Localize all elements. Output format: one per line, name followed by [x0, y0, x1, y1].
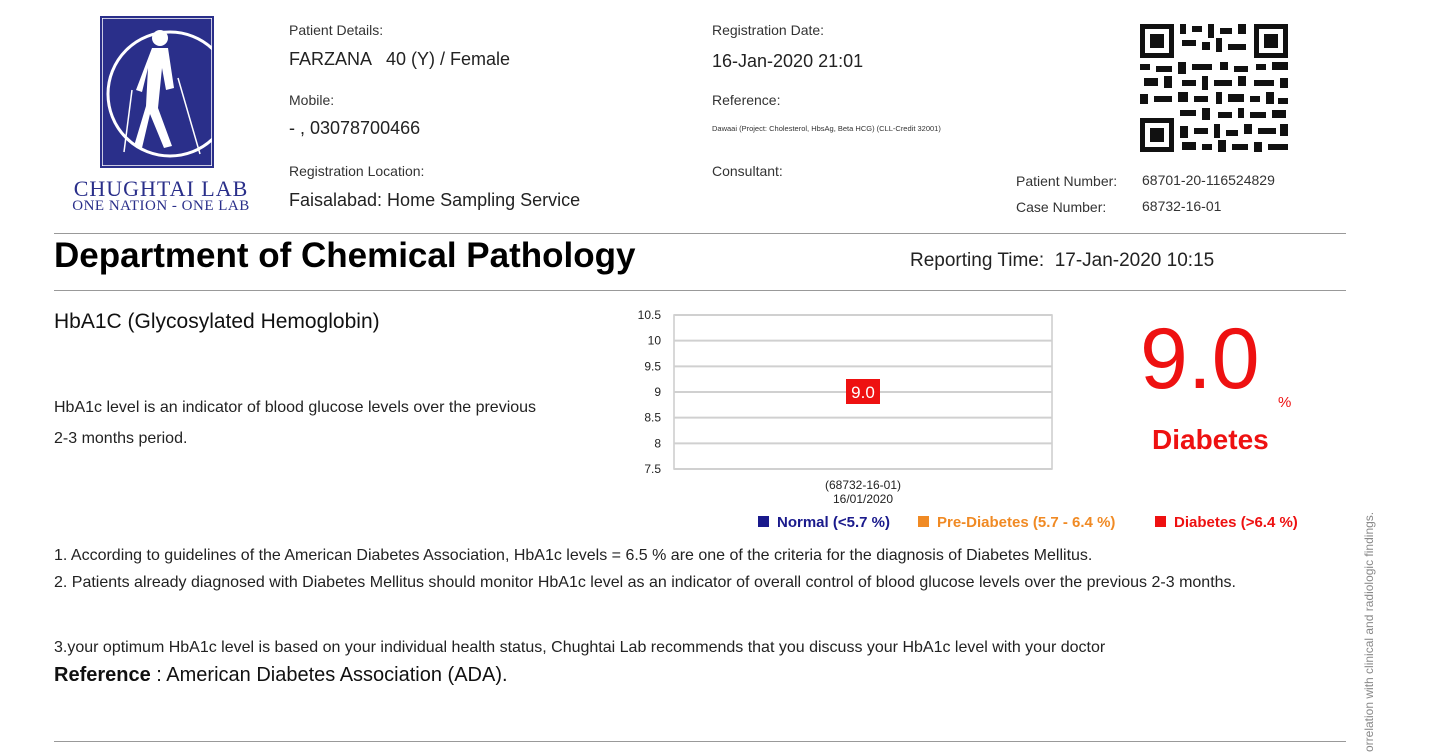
patient-details-value: FARZANA 40 (Y) / Female	[289, 49, 511, 69]
legend-prediabetes-swatch	[918, 516, 929, 527]
case-number-value: 68732-16-01	[1142, 198, 1222, 214]
result-status: Diabetes	[1152, 424, 1269, 455]
logo-tagline: ONE NATION - ONE LAB	[72, 198, 250, 214]
case-number-label: Case Number:	[1016, 199, 1107, 215]
legend-diabetes-swatch	[1155, 516, 1166, 527]
logo-name: CHUGHTAI LAB	[73, 176, 249, 201]
reporting-time	[910, 250, 1214, 272]
chart-x-tick-label-line1: (68732-16-01)	[824, 478, 902, 492]
result-unit: %	[1278, 394, 1292, 411]
chart-y-tick-label: 9	[654, 385, 661, 399]
chart-y-tick-label: 8	[654, 436, 661, 451]
reporting-time-label: Reporting Time:	[910, 250, 1045, 271]
legend-normal-label: Normal (<5.7 %)	[777, 514, 890, 531]
chart-y-tick-label: 10	[647, 333, 661, 348]
walking-man-logo-icon	[102, 18, 212, 166]
department-title: Department of Chemical Pathology	[54, 236, 636, 275]
reference-line-value: American Diabetes Association (ADA).	[166, 664, 508, 686]
legend-diabetes-label: Diabetes (>6.4 %)	[1174, 514, 1298, 531]
note-1: 1. According to guidelines of the American Diabetes Association, HbA1c levels = 6.5 % are one of the criteria for the diagnosis of Diabetes Mellitus.	[54, 547, 1093, 564]
hba1c-chart	[610, 300, 1070, 512]
patient-number-value: 68701-20-116524829	[1142, 172, 1275, 188]
reference-line	[54, 664, 508, 687]
test-description: HbA1c level is an indicator of blood glucose levels over the previous 2-3 months period.	[54, 399, 537, 447]
side-disclaimer: orrelation with clinical and radiologic findings.	[1362, 511, 1376, 752]
test-title: HbA1C (Glycosylated Hemoglobin)	[54, 310, 380, 333]
legend-prediabetes	[918, 514, 1115, 531]
chart-y-tick-label: 8.5	[644, 410, 661, 425]
chart-x-tick-label-line2: 16/01/2020	[832, 492, 894, 506]
registration-date-label: Registration Date:	[712, 22, 825, 38]
reference-line-separator: :	[150, 664, 167, 686]
note-3: 3.your optimum HbA1c level is based on your individual health status, Chughtai Lab recommends that you discuss your HbA1c level with your doctor	[54, 639, 1106, 656]
result-value: 9.0	[1140, 311, 1260, 407]
qr-code-icon	[1138, 22, 1290, 154]
reference-line-label: Reference	[54, 664, 151, 686]
reporting-time-value: 17-Jan-2020 10:15	[1054, 250, 1215, 271]
consultant-label: Consultant:	[712, 163, 783, 179]
patient-details-label: Patient Details:	[289, 22, 384, 38]
legend-normal-swatch	[758, 516, 769, 527]
footer-divider	[54, 741, 1346, 742]
note-2: 2. Patients already diagnosed with Diabetes Mellitus should monitor HbA1c level as an indicator of overall control of blood glucose levels over the previous 2-3 months.	[54, 574, 1236, 591]
header-divider	[54, 233, 1346, 234]
reference-value: Dawaai (Project: Cholesterol, HbsAg, Beta HCG) (CLL-Credit 32001)	[712, 124, 941, 133]
registration-location-value: Faisalabad: Home Sampling Service	[289, 190, 581, 210]
legend-prediabetes-label: Pre-Diabetes (5.7 - 6.4 %)	[937, 514, 1116, 531]
section-divider	[54, 290, 1346, 291]
registration-date-value: 16-Jan-2020 21:01	[712, 51, 864, 71]
chart-y-tick-label: 9.5	[644, 359, 661, 374]
lab-logo	[100, 16, 214, 168]
legend-normal	[758, 514, 890, 531]
registration-location-label: Registration Location:	[289, 163, 425, 179]
reference-label: Reference:	[712, 92, 781, 108]
patient-number-label: Patient Number:	[1016, 173, 1118, 189]
legend-diabetes	[1155, 514, 1298, 531]
chart-data-label: 9.0	[851, 383, 875, 402]
mobile-label: Mobile:	[289, 92, 335, 108]
mobile-value: - , 03078700466	[289, 118, 421, 138]
chart-y-tick-label: 10.5	[637, 308, 661, 322]
chart-y-tick-label: 7.5	[644, 462, 661, 476]
